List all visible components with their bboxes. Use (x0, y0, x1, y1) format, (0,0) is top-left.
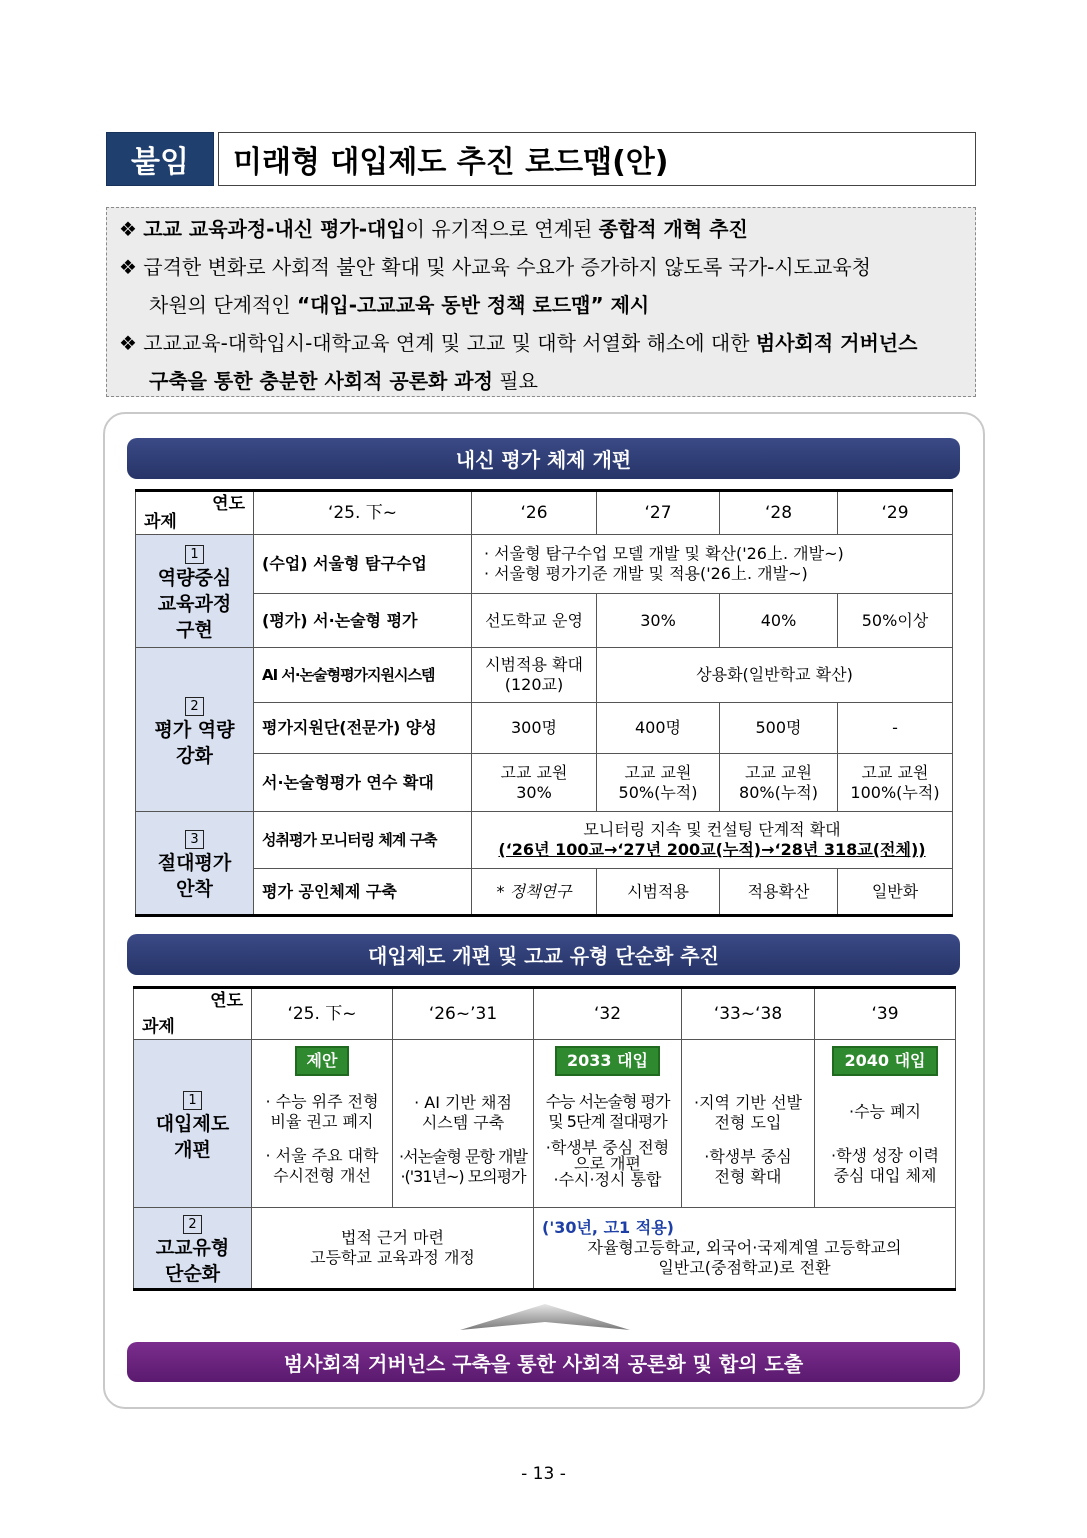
table-cell: 30% (597, 594, 720, 648)
number-box: 1 (185, 545, 204, 564)
table-cell: - (838, 703, 953, 754)
page-title: 미래형 대입제도 추진 로드맵(안) (218, 132, 976, 186)
internal-assessment-table (135, 489, 953, 917)
cell-text: 고교 교원 (500, 762, 568, 782)
milestone-tag: 제안 (295, 1046, 350, 1076)
table-cell (252, 1040, 393, 1208)
diamond-bullet-icon: ❖ (119, 255, 137, 279)
row-label: 평가지원단(전문가) 양성 (254, 703, 472, 754)
number-box: 2 (185, 697, 204, 716)
table-cell (472, 812, 953, 869)
table-row (136, 754, 953, 812)
table-cell: 법적 근거 마련 고등학교 교육과정 개정 (252, 1208, 534, 1290)
summary-bold: 구축을 통한 충분한 사회적 공론화 과정 (149, 369, 493, 393)
row-label: (수업) 서울형 탐구수업 (254, 535, 472, 594)
number-box: 1 (183, 1091, 202, 1110)
page-number: - 13 - (521, 1464, 566, 1484)
summary-line-5 (119, 362, 965, 400)
table-cell: 상용화(일반학교 확산) (597, 648, 953, 703)
category-absolute-evaluation (136, 812, 254, 916)
summary-box (106, 207, 976, 397)
cell-text: · 서울형 평가기준 개발 및 적용('26上. 개발~) (484, 564, 808, 583)
table-cell: 50%이상 (838, 594, 953, 648)
row-label: 평가 공인체제 구축 (254, 869, 472, 916)
table-header-row (136, 491, 953, 535)
year-col-4: ‘28 (720, 491, 838, 535)
header-task-label: 과제 (142, 1017, 175, 1037)
milestone-tag: 2040 대입 (832, 1046, 937, 1076)
cell-text: 수능 서논술형 평가 및 5단계 절대평가 (545, 1092, 670, 1131)
table-cell: 40% (720, 594, 838, 648)
cell-text: ·수능 폐지 (849, 1102, 921, 1121)
table-row (136, 869, 953, 916)
cell-text: · 수능 위주 전형 비율 권고 폐지 (265, 1092, 379, 1131)
table-cell (815, 1040, 956, 1208)
header-task-label: 과제 (144, 512, 177, 532)
section-header-admission-reform: 대입제도 개편 및 고교 유형 단순화 추진 (127, 934, 960, 975)
table-cell: 시범적용 (597, 869, 720, 916)
year-col-1: ‘25. 下~ (252, 988, 393, 1040)
year-col-2: ‘26~’31 (393, 988, 534, 1040)
cell-text: 100%(누적) (850, 782, 940, 802)
row-label: AI 서·논술형평가지원시스템 (254, 648, 472, 703)
year-col-1: ‘25. 下~ (254, 491, 472, 535)
table-cell: 선도학교 운영 (472, 594, 597, 648)
cell-text: 고교 교원 (745, 762, 812, 782)
table-row (136, 535, 953, 594)
table-header-row (134, 988, 956, 1040)
table-cell (472, 754, 597, 812)
cell-text: 고교 교원 (624, 762, 692, 782)
table-cell (472, 535, 953, 594)
summary-bold: 종합적 개혁 추진 (598, 217, 748, 241)
cell-text: 모니터링 지속 및 컨설팅 단계적 확대 (583, 820, 841, 839)
table-row (134, 1208, 956, 1290)
cell-text: 고교 교원 (861, 762, 929, 782)
cell-text: (‘26년 100교→‘27년 200교(누적)→‘28년 318교(전체)) (498, 840, 926, 859)
summary-line-1 (119, 210, 965, 248)
category-name: 절대평가 안착 (157, 852, 232, 900)
year-col-4: ‘33~‘38 (682, 988, 815, 1040)
year-col-3: ‘32 (534, 988, 682, 1040)
summary-text: 필요 (492, 369, 538, 393)
category-name: 고교유형 단순화 (155, 1237, 230, 1285)
year-col-5: ‘29 (838, 491, 953, 535)
table-cell (682, 1040, 815, 1208)
diagonal-header-cell (136, 491, 254, 535)
row-label: 서·논술형평가 연수 확대 (254, 754, 472, 812)
header-year-label: 연도 (212, 494, 245, 514)
table-row (136, 812, 953, 869)
year-col-2: ‘26 (472, 491, 597, 535)
cell-text: · 서울 주요 대학 수시전형 개선 (265, 1146, 379, 1185)
title-badge: 붙임 (106, 132, 214, 186)
cell-text: 자율형고등학교, 외국어·국제계열 고등학교의 일반고(중점학교)로 전환 (587, 1238, 902, 1277)
table-cell (838, 754, 953, 812)
summary-bold: 범사회적 거버넌스 (755, 331, 918, 355)
diagonal-header-cell (134, 988, 252, 1040)
milestone-tag: 2033 대입 (555, 1046, 660, 1076)
summary-line-4 (119, 324, 965, 362)
cell-text: · AI 기반 채점 시스템 구축 (414, 1093, 512, 1132)
table-cell: 적용확산 (720, 869, 838, 916)
cell-text: ·지역 기반 선발 전형 도입 (694, 1093, 802, 1132)
cell-text: ·학생부 중심 전형 확대 (704, 1147, 792, 1186)
category-name: 역량중심 교육과정 구현 (157, 567, 232, 641)
table-cell: 300명 (472, 703, 597, 754)
number-box: 3 (185, 830, 204, 849)
table-cell: 500명 (720, 703, 838, 754)
summary-text: 급격한 변화로 사회적 불안 확대 및 사교육 수요가 증가하지 않도록 국가-시도교육청 (143, 255, 871, 279)
cell-text: 50%(누적) (618, 782, 698, 802)
section-header-governance: 범사회적 거버넌스 구축을 통한 사회적 공론화 및 합의 도출 (127, 1342, 960, 1382)
table-cell: 400명 (597, 703, 720, 754)
category-school-type (134, 1208, 252, 1290)
section-header-internal-assessment: 내신 평가 체제 개편 (127, 438, 960, 479)
cell-text: ·학생 성장 이력 중심 대입 체제 (831, 1146, 939, 1185)
table-cell: 시범적용 확대 (120교) (472, 648, 597, 703)
category-name: 평가 역량 강화 (154, 718, 235, 767)
table-cell (534, 1208, 956, 1290)
summary-bold: 고교 교육과정-내신 평가-대입 (143, 217, 406, 241)
year-col-3: ‘27 (597, 491, 720, 535)
cell-text: ·서논술형 문항 개발 ·('31년~) 모의평가 (399, 1147, 527, 1186)
category-competency-curriculum (136, 535, 254, 648)
summary-line-2 (119, 248, 965, 286)
year-col-5: ‘39 (815, 988, 956, 1040)
row-label: (평가) 서·논술형 평가 (254, 594, 472, 648)
category-admission-reform (134, 1040, 252, 1208)
table-row (136, 594, 953, 648)
table-cell (393, 1040, 534, 1208)
summary-text: 이 유기적으로 연계된 (405, 217, 599, 241)
table-row (134, 1040, 956, 1208)
table-cell (720, 754, 838, 812)
up-arrow-icon (450, 1302, 640, 1332)
cell-text: 80%(누적) (739, 782, 818, 802)
category-name: 대입제도 개편 (155, 1112, 230, 1161)
diamond-bullet-icon: ❖ (119, 331, 137, 355)
admission-reform-table (133, 986, 956, 1291)
table-cell: * 정책연구 (472, 869, 597, 916)
cell-note: ('30년, 고1 적용) (542, 1218, 674, 1237)
summary-text: 고교교육-대학입시-대학교육 연계 및 고교 및 대학 서열화 해소에 대한 (143, 331, 756, 355)
summary-text: 차원의 단계적인 (149, 293, 297, 317)
table-row (136, 648, 953, 703)
table-cell (534, 1040, 682, 1208)
cell-text: · 서울형 탐구수업 모델 개발 및 확산('26上. 개발~) (484, 544, 844, 563)
number-box: 2 (183, 1215, 202, 1234)
cell-text: ·학생부 중심 전형 으로 개편 ·수시·정시 통합 (545, 1138, 670, 1189)
summary-line-3 (119, 286, 965, 324)
diamond-bullet-icon: ❖ (119, 217, 137, 241)
row-label: 성취평가 모니터링 체계 구축 (254, 812, 472, 869)
table-row (136, 703, 953, 754)
category-assessment-capacity (136, 648, 254, 812)
table-cell (597, 754, 720, 812)
summary-bold: “대입-고교교육 동반 정책 로드맵” 제시 (296, 293, 650, 317)
cell-text: 30% (516, 782, 552, 802)
header-year-label: 연도 (210, 991, 243, 1011)
table-cell: 일반화 (838, 869, 953, 916)
